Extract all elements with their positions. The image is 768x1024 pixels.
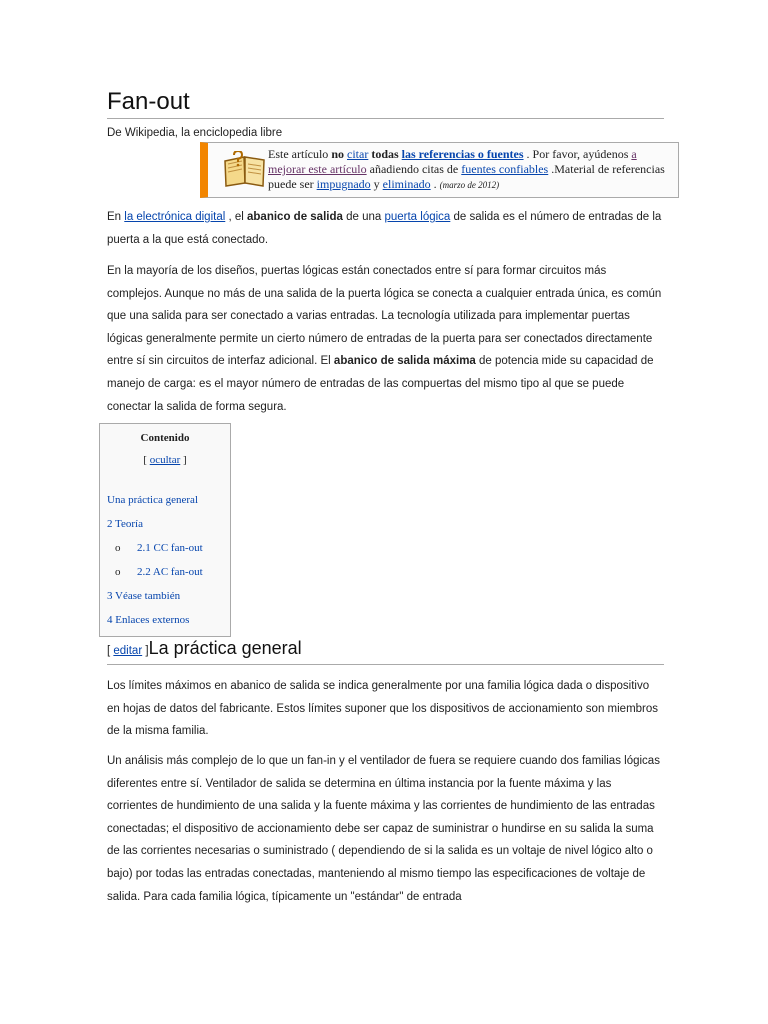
table-of-contents <box>99 423 231 637</box>
link-referencias-fuentes[interactable]: las referencias o fuentes <box>401 147 524 161</box>
notice-text-part: . <box>430 177 440 191</box>
toc-bullet: o <box>115 566 121 578</box>
toc-title: Contenido <box>140 432 190 444</box>
link-mejorar-articulo[interactable]: a mejorar este artículo <box>268 147 637 176</box>
notice-text-part: .Material de referencias puede ser <box>268 162 665 191</box>
bracket: ] <box>180 454 187 466</box>
link-eliminado[interactable]: eliminado <box>382 177 431 191</box>
text-run: de potencia mide su capacidad de manejo de carga: es el mayor número de entradas de las compuertas del mismo tipo al que se puede conectar la salida de forma segura. <box>107 355 654 413</box>
refimprove-notice <box>200 142 679 198</box>
page-title: Fan-out <box>107 88 664 119</box>
link-fuentes-confiables[interactable]: fuentes confiables <box>461 162 549 176</box>
toc-item-vease-tambien[interactable]: 3 Véase también <box>107 590 181 602</box>
notice-text-part: Este artículo <box>268 147 332 161</box>
bracket: [ <box>107 645 114 657</box>
notice-bold-todas: todas <box>371 147 399 161</box>
bracket: [ <box>143 454 150 466</box>
intro-paragraph-1 <box>107 206 664 251</box>
intro-paragraph-2 <box>107 260 664 418</box>
link-citar[interactable]: citar <box>347 147 369 161</box>
section-edit <box>107 645 149 657</box>
link-puerta-logica[interactable]: puerta lógica <box>384 211 451 223</box>
text-run: En la mayoría de los diseños, puertas lógicas están conectados entre sí para formar circuitos más complejos. Aunque no más de una salida de la puerta lógica se conecta a cualquier entrada única, es común que una salida para ser conectado a varias entradas. La tecnología utilizada para implementar puertas lógicas generalmente permite un cierto número de entradas de la puerta para ser conectados directamente entre sí sin circuitos de interfaz adicional. El <box>107 265 662 368</box>
term-abanico-de-salida: abanico de salida <box>247 211 343 223</box>
text-run: de una <box>342 211 385 223</box>
bracket: ] <box>142 645 149 657</box>
toc-item-enlaces-externos[interactable]: 4 Enlaces externos <box>107 614 190 626</box>
toc-item-practica-general[interactable]: Una práctica general <box>107 494 198 506</box>
toc-toggle <box>100 454 230 466</box>
text-run: de salida es el número de entradas de la puerta a la que está conectado. <box>107 211 662 246</box>
term-abanico-salida-maxima: abanico de salida máxima <box>333 355 476 368</box>
text-run: En <box>107 211 125 223</box>
notice-text-part: y <box>370 177 383 191</box>
book-question-icon <box>222 151 268 189</box>
toc-hide-link[interactable]: ocultar <box>149 454 181 466</box>
section-paragraph-1: Los límites máximos en abanico de salida se indica generalmente por una familia lógica dada o dispositivo en hojas de datos del fabricante. Estos límites suponer que los dispositivos de accionamiento son miembros de la misma familia. <box>107 680 659 738</box>
notice-text-part: añadiendo citas de <box>366 162 462 176</box>
toc-item-ac-fanout[interactable]: 2.2 AC fan-out <box>137 566 203 578</box>
toc-bullet: o <box>115 542 121 554</box>
text-run: , el <box>225 211 248 223</box>
section-title: La práctica general <box>148 638 302 658</box>
section-paragraph-2: Un análisis más complejo de lo que un fan-in y el ventilador de fuera se requiere cuando dos familias lógicas diferentes entre sí. Ventilador de salida se determina en última instancia por la fuente máxima y las corrientes de hundimiento de una salida y la fuente máxima y las corrientes de hundimiento de las entradas conectadas; el dispositivo de accionamiento debe ser capaz de suministrar o hundirse en su salida la suma de las corrientes necesarias o suministrado ( dependiendo de si la salida es un voltaje de nivel lógico alto o bajo) por todas las entradas conectadas, manteniendo al mismo tiempo las especificaciones de voltaje de salida. Para cada familia lógica, típicamente un "estándar" de entrada <box>107 755 660 903</box>
notice-bold-no: no <box>331 147 344 161</box>
notice-date: (marzo de 2012) <box>439 180 500 190</box>
notice-text-part: . Por favor, ayúdenos <box>523 147 632 161</box>
toc-item-teoria[interactable]: 2 Teoría <box>107 518 143 530</box>
toc-item-cc-fanout[interactable]: 2.1 CC fan-out <box>137 542 203 554</box>
section-heading <box>107 636 664 665</box>
notice-text <box>268 147 670 193</box>
link-electronica-digital[interactable]: la electrónica digital <box>124 211 226 223</box>
edit-section-link[interactable]: editar <box>113 645 143 657</box>
page-subtitle: De Wikipedia, la enciclopedia libre <box>107 127 283 139</box>
link-impugnado[interactable]: impugnado <box>316 177 371 191</box>
